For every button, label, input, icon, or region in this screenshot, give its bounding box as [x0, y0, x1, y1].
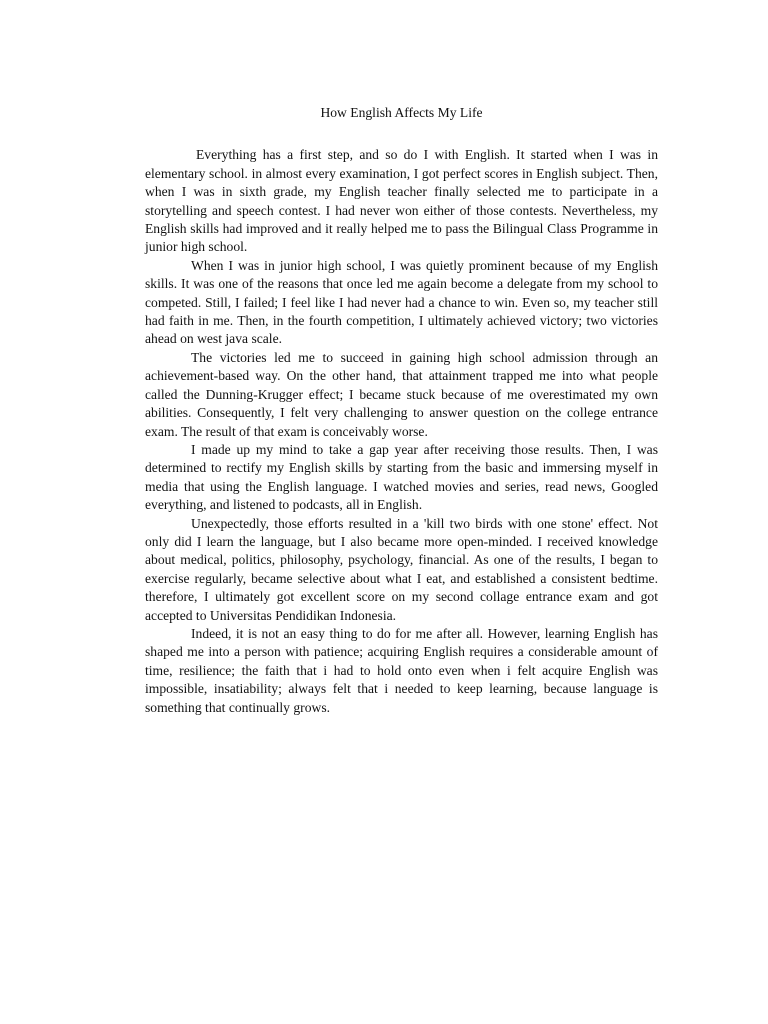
paragraph-1: Everything has a first step, and so do I with English. It started when I was in elementary school. in almost every examination, I got perfect scores in English subject. Then, when I was in sixth grade, my English teacher finally selected me to participate in a storytelling and speech contest. I had never won either of those contests. Nevertheless, my English skills had improved and it really helped me to pass the Bilingual Class Programme in junior high school.	[145, 147, 658, 255]
paragraph-6: Indeed, it is not an easy thing to do for me after all. However, learning English has shaped me into a person with patience; acquiring English requires a considerable amount of time, resilience; the faith that i had to hold onto even when i felt acquire English was impossible, insatiability; always felt that i needed to keep learning, because language is something that continually grows.	[145, 625, 658, 715]
paragraph-5: Unexpectedly, those efforts resulted in a 'kill two birds with one stone' effect. Not only did I learn the language, but I also became more open-minded. I received knowledge about medical, politics, philosophy, psychology, financial. As one of the results, I began to exercise regularly, became selective about what I eat, and established a consistent bedtime. therefore, I ultimately got excellent score on my second collage entrance exam and got accepted to Universitas Pendidikan Indonesia.	[145, 515, 658, 623]
document-title: How English Affects My Life	[320, 105, 483, 120]
paragraph-3: The victories led me to succeed in gaining high school admission through an achievement-based way. On the other hand, that attainment trapped me into what people called the Dunning-Krugger effect; I became stuck because of me overestimated my own abilities. Consequently, I felt very challenging to answer question on the college entrance exam. The result of that exam is conceivably worse.	[145, 349, 658, 439]
paragraph-4: I made up my mind to take a gap year after receiving those results. Then, I was determined to rectify my English skills by starting from the basic and immersing myself in media that using the English language. I watched movies and series, read news, Googled everything, and listened to podcasts, all in English.	[145, 441, 658, 513]
document-body	[145, 104, 658, 717]
paragraph-2: When I was in junior high school, I was quietly prominent because of my English skills. It was one of the reasons that once led me again become a delegate from my school to competed. Still, I failed; I feel like I had never had a chance to win. Even so, my teacher still had faith in me. Then, in the fourth competition, I ultimately achieved victory; two victories ahead on west java scale.	[145, 257, 658, 347]
